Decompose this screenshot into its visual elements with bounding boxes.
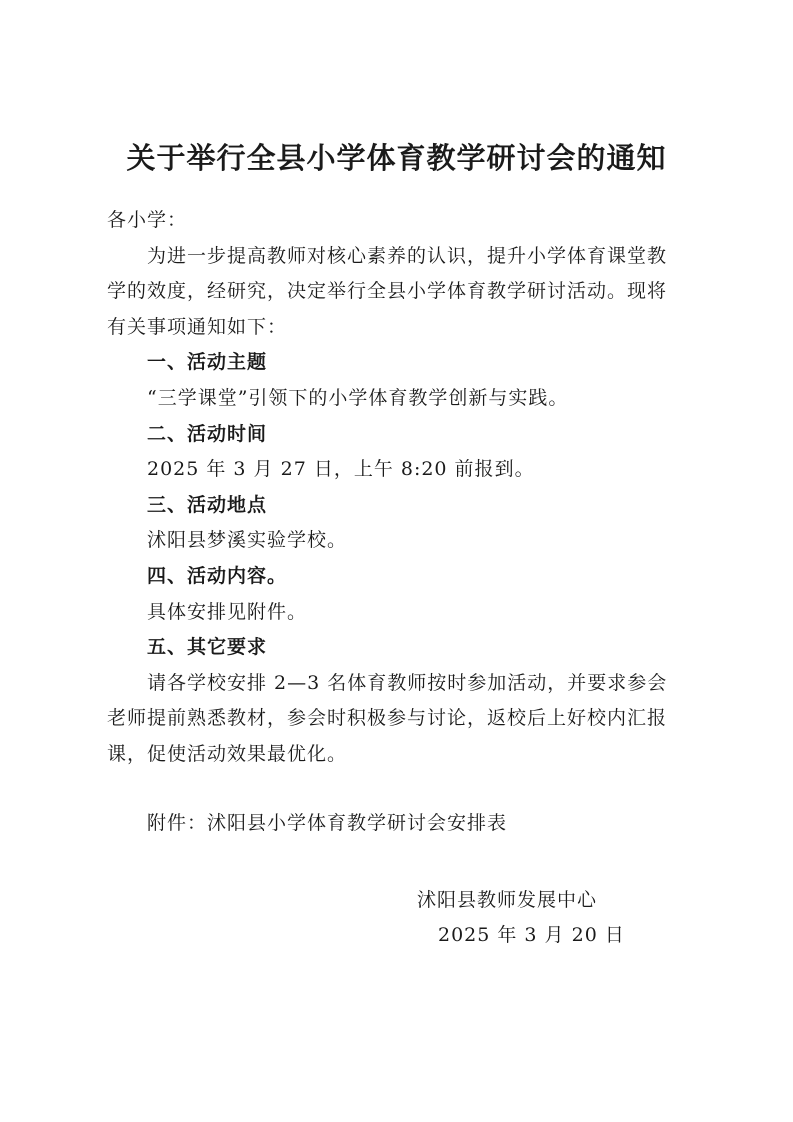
section-text: “三学课堂”引领下的小学体育教学创新与实践。	[147, 386, 569, 409]
section-text: 请各学校安排 2—3 名体育教师按时参加活动，并要求参会	[147, 671, 668, 694]
signature-date: 2025 年 3 月 20 日	[438, 924, 625, 946]
intro-line: 学的效度，经研究，决定举行全县小学体育教学研讨活动。现将	[107, 280, 668, 303]
intro-line: 为进一步提高教师对核心素养的认识，提升小学体育课堂教	[147, 244, 668, 267]
section-heading-theme: 一、活动主题	[147, 351, 268, 374]
document-body	[107, 203, 697, 841]
section-text: 具体安排见附件。	[147, 600, 308, 623]
signature-organization: 沭阳县教师发展中心	[417, 889, 598, 911]
section-heading-requirements: 五、其它要求	[147, 636, 268, 659]
attachment-note: 附件：沭阳县小学体育教学研讨会安排表	[147, 811, 508, 834]
spacer	[107, 773, 697, 806]
section-heading-content: 四、活动内容。	[147, 564, 288, 587]
intro-line: 有关事项通知如下：	[107, 315, 288, 338]
section-text: 2025 年 3 月 27 日，上午 8:20 前报到。	[147, 458, 535, 481]
section-text: 课，促使活动效果最优化。	[107, 742, 348, 765]
section-text: 沭阳县梦溪实验学校。	[147, 529, 348, 552]
section-heading-time: 二、活动时间	[147, 422, 268, 445]
document-title: 关于举行全县小学体育教学研讨会的通知	[126, 141, 667, 175]
salutation: 各小学：	[107, 209, 188, 231]
section-text: 老师提前熟悉教材，参会时积极参与讨论，返校后上好校内汇报	[107, 707, 668, 730]
section-heading-location: 三、活动地点	[147, 493, 268, 516]
